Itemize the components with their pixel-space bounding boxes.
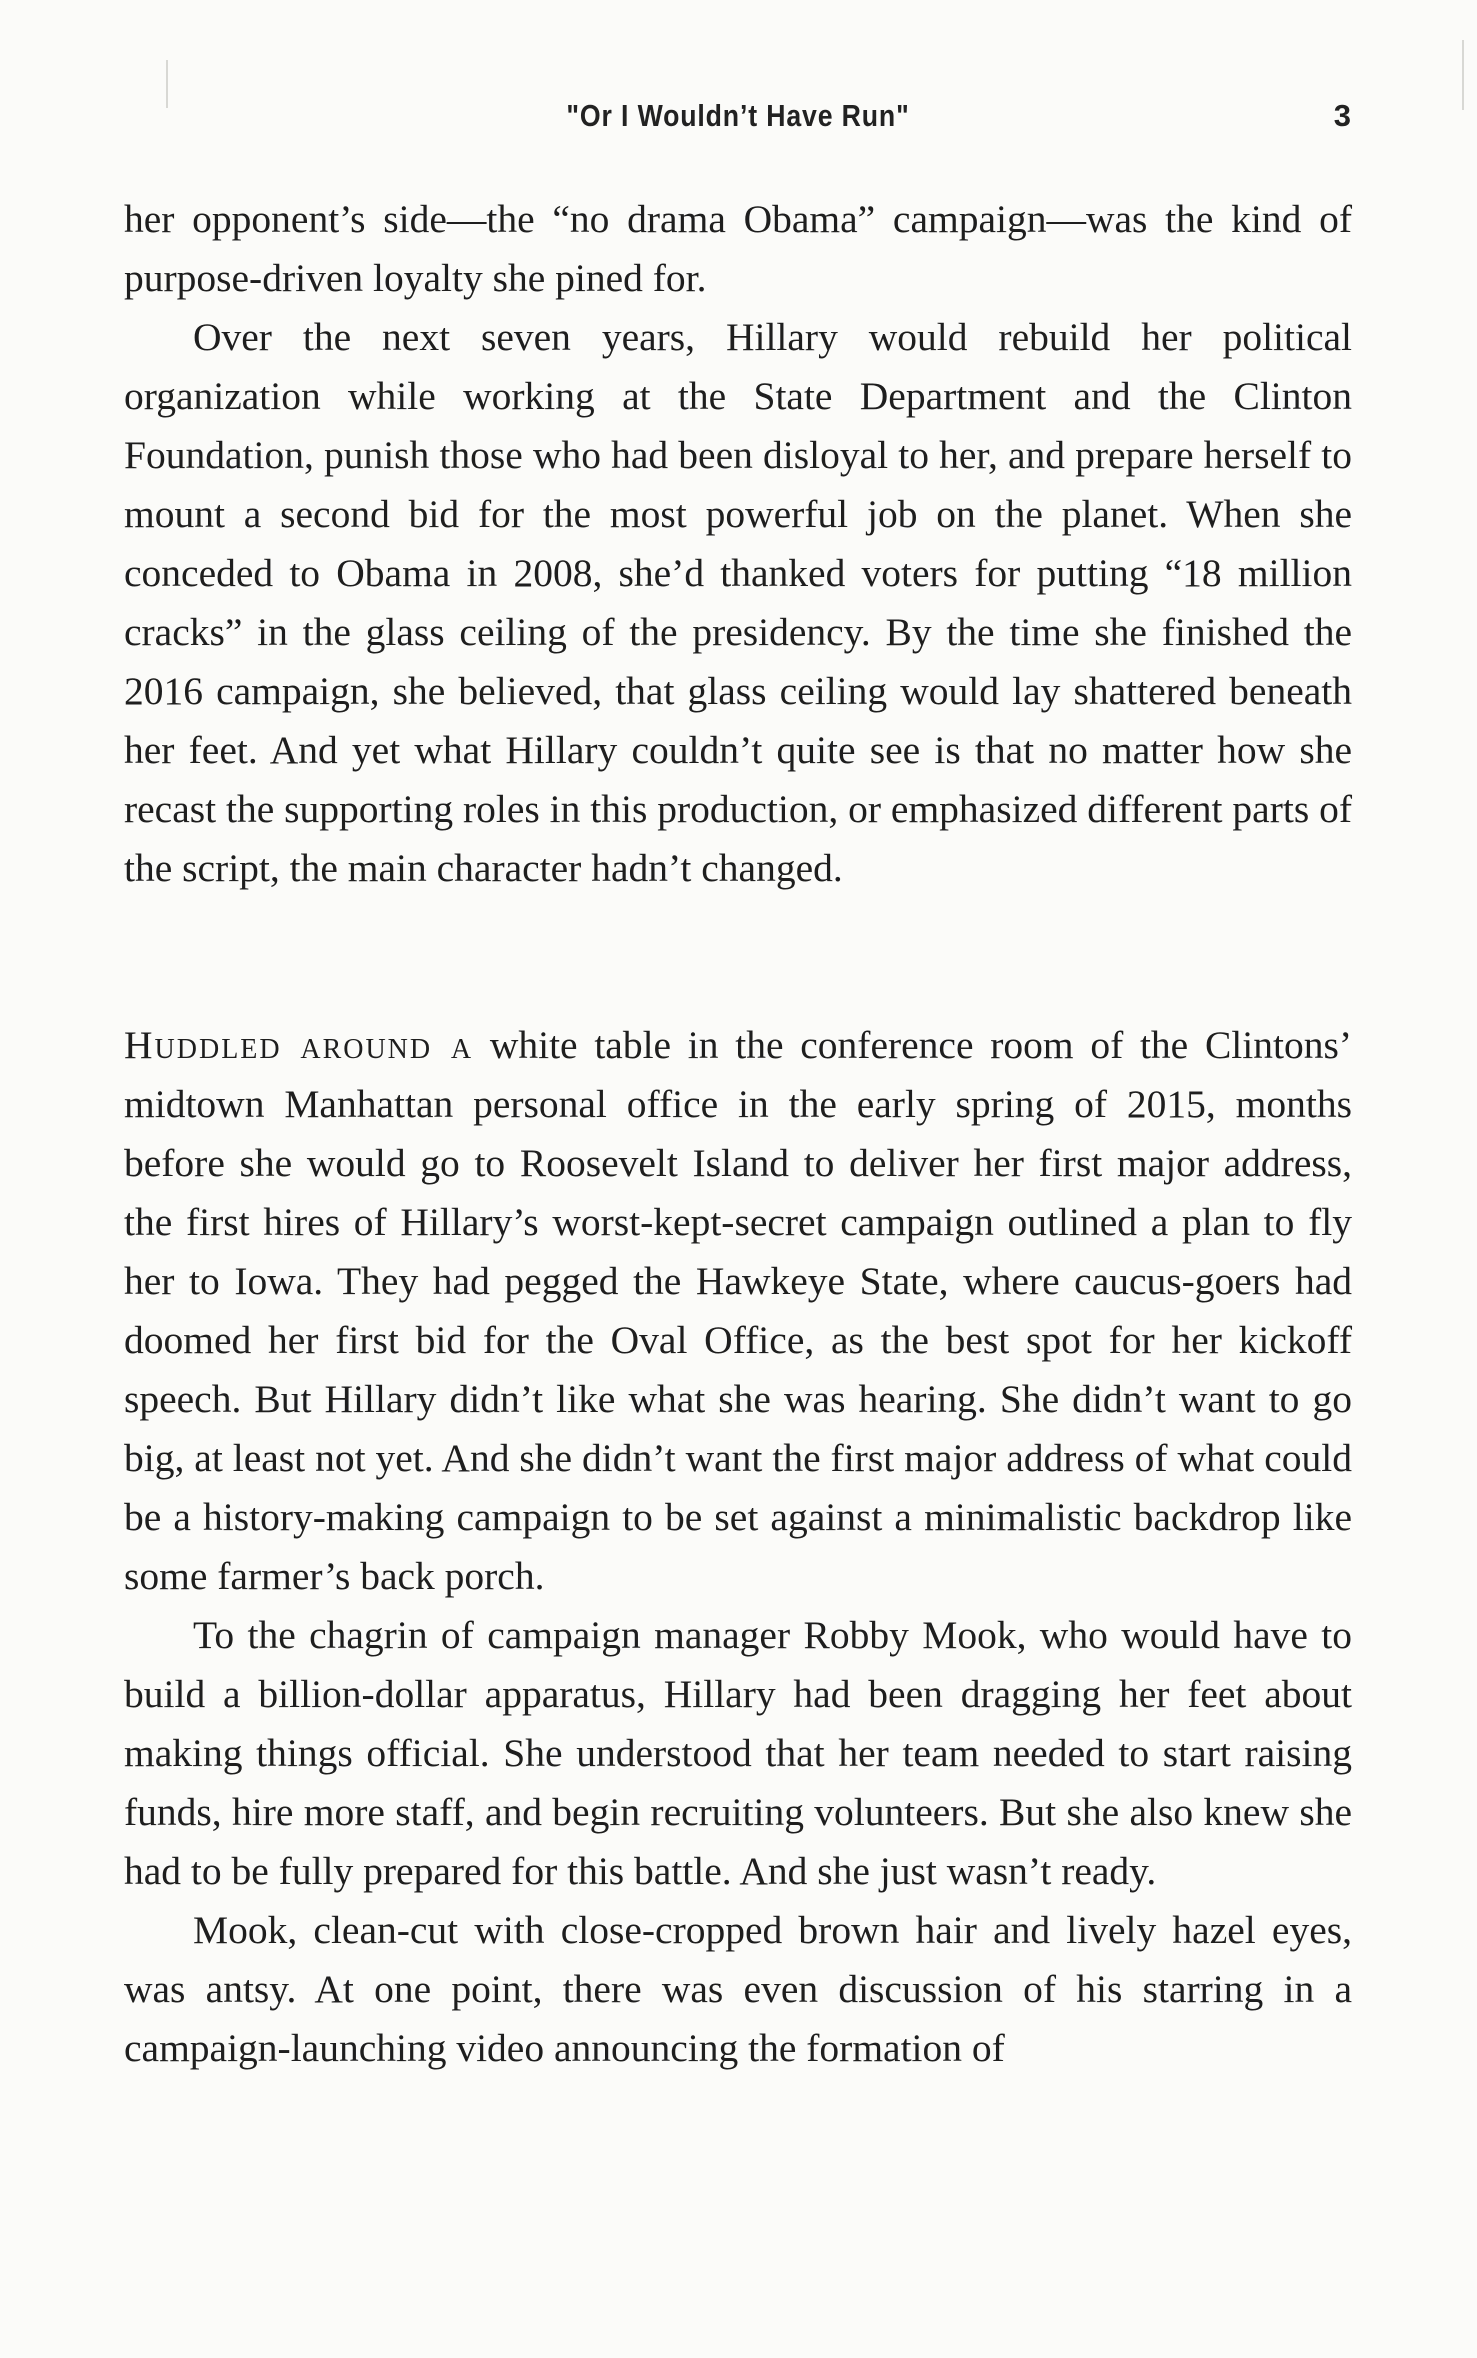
body-text — [124, 190, 1352, 2078]
page-number: 3 — [1333, 98, 1352, 133]
section-break — [124, 898, 1352, 1016]
paragraph-3-lead-in: Huddled around a — [124, 1023, 474, 1067]
paragraph-2: Over the next seven years, Hillary would rebuild her political organization while working at the State Department and the Clinton Foundation, punish those who had been disloyal to her, and prepare herself to mount a second bid for the most powerful job on the planet. When she conceded to Obama in 2008, she’d thanked voters for putting “18 million cracks” in the glass ceiling of the presidency. By the time she finished the 2016 campaign, she believed, that glass ceiling would lay shattered beneath her feet. And yet what Hillary couldn’t quite see is that no matter how she recast the supporting roles in this production, or emphasized different parts of the script, the main character hadn’t changed. — [124, 315, 1352, 890]
paragraph-4: To the chagrin of campaign manager Robby Mook, who would have to build a billion-dollar apparatus, Hillary had been dragging her feet about making things official. She understood that her team needed to start raising funds, hire more staff, and begin recruiting volunteers. But she also knew she had to be fully prepared for this battle. And she just wasn’t ready. — [124, 1613, 1352, 1893]
paragraph-3-text: white table in the conference room of the Clintons’ midtown Manhattan personal office in the early spring of 2015, months before she would go to Roosevelt Island to deliver her first major address, the first hires of Hillary’s worst-kept-secret campaign outlined a plan to fly her to Iowa. They had pegged the Hawkeye State, where caucus-goers had doomed her first bid for the Oval Office, as the best spot for her kickoff speech. But Hillary didn’t like what she was hearing. She didn’t want to go big, at least not yet. And she didn’t want the first major address of what could be a history-making campaign to be set against a minimalistic backdrop like some farmer’s back porch. — [124, 1023, 1352, 1598]
paragraph-5: Mook, clean-cut with close-cropped brown hair and lively hazel eyes, was antsy. At one point, there was even discussion of his starring in a campaign-launching video announcing the formation of — [124, 1908, 1352, 2070]
running-head — [124, 98, 1352, 148]
paragraph-3 — [124, 1016, 1352, 1606]
chapter-title: "Or I Wouldn’t Have Run" — [566, 98, 910, 133]
paragraph-1: her opponent’s side—the “no drama Obama” campaign—was the kind of purpose-driven loyalty she pined for. — [124, 197, 1352, 300]
scan-artifact-right — [1462, 40, 1464, 110]
